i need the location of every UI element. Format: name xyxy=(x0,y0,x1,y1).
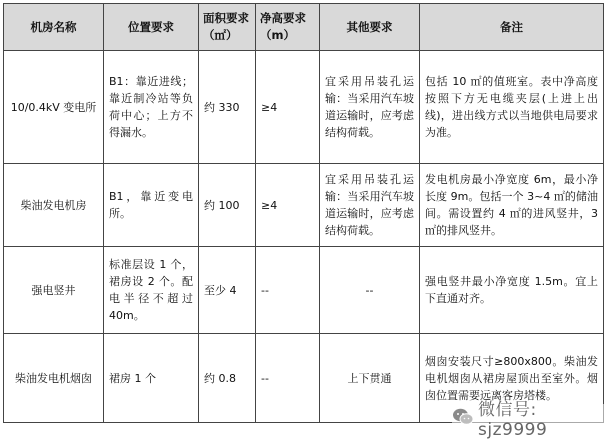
header-row xyxy=(4,4,604,51)
cell-height: ≥4 xyxy=(256,51,320,164)
cell-other: 宜采用吊装孔运输：当采用汽车坡道运输时，应考虑结构荷载。 xyxy=(320,164,420,247)
cell-remarks: 强电竖井最小净宽度 1.5m。宜上下直通对齐。 xyxy=(420,247,604,334)
cell-name: 柴油发电机烟囱 xyxy=(4,334,104,423)
cell-location: 裙房 1 个 xyxy=(104,334,199,423)
cell-height: -- xyxy=(256,247,320,334)
header-name: 机房名称 xyxy=(4,4,104,51)
cell-height: ≥4 xyxy=(256,164,320,247)
cell-location: B1：靠近进线；靠近制冷站等负荷中心；上方不得漏水。 xyxy=(104,51,199,164)
watermark-text: 微信号: sjz9999 xyxy=(478,399,548,440)
watermark xyxy=(452,399,604,440)
header-height: 净高要求（m） xyxy=(256,4,320,51)
cell-location: B1，靠近变电所。 xyxy=(104,164,199,247)
cell-other: 宜采用吊装孔运输：当采用汽车坡道运输时，应考虑结构荷载。 xyxy=(320,51,420,164)
cell-remarks: 发电机房最小净宽度 6m，最小净长度 9m。包括一个 3~4 ㎡的储油间。需设置约 4 ㎡的进风竖井，3 ㎡的排风竖井。 xyxy=(420,164,604,247)
table-row xyxy=(4,51,604,164)
equipment-room-table xyxy=(3,3,604,423)
cell-area: 至少 4 xyxy=(199,247,256,334)
cell-other: -- xyxy=(320,247,420,334)
header-location: 位置要求 xyxy=(104,4,199,51)
table-row xyxy=(4,247,604,334)
cell-name: 柴油发电机房 xyxy=(4,164,104,247)
cell-other: 上下贯通 xyxy=(320,334,420,423)
header-other: 其他要求 xyxy=(320,4,420,51)
cell-area: 约 330 xyxy=(199,51,256,164)
cell-area: 约 0.8 xyxy=(199,334,256,423)
wechat-icon xyxy=(452,406,474,428)
cell-remarks: 烟囱安装尺寸≥800x800。柴油发电机烟囱从裙房屋顶出至室外。烟囱位置需要远离客房塔楼。 xyxy=(420,334,604,423)
cell-location: 标准层设 1 个，裙房设 2 个。配电半径不超过 40m。 xyxy=(104,247,199,334)
cell-height: -- xyxy=(256,334,320,423)
cell-remarks: 包括 10 ㎡的值班室。表中净高度按照下方无电缆夹层(上进上出线)，进出线方式以当地供电局要求为准。 xyxy=(420,51,604,164)
header-area: 面积要求（㎡） xyxy=(199,4,256,51)
cell-name: 10/0.4kV 变电所 xyxy=(4,51,104,164)
header-remarks: 备注 xyxy=(420,4,604,51)
cell-area: 约 100 xyxy=(199,164,256,247)
cell-name: 强电竖井 xyxy=(4,247,104,334)
table-row xyxy=(4,164,604,247)
